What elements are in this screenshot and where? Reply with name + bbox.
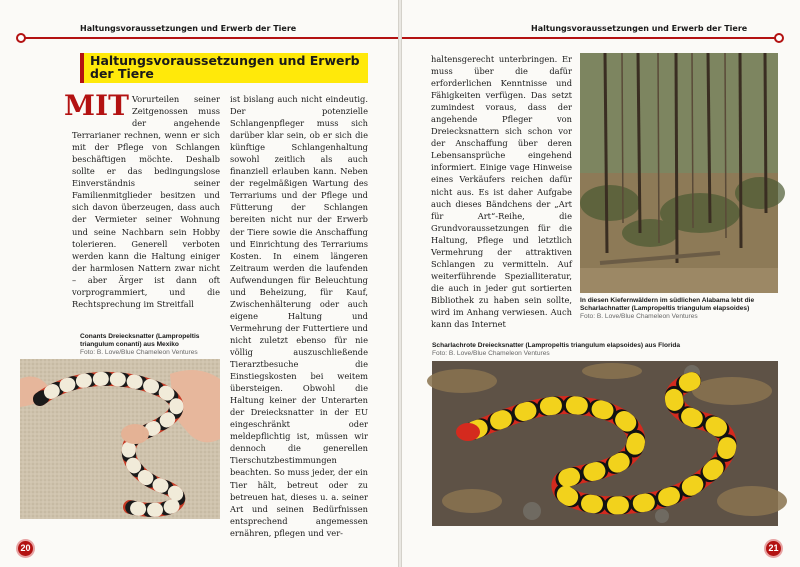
body-text-column-right: haltensgerecht unterbringen. Er muss über die dafür erforderlichen Kenntnisse und Fähigkeiten verfügen. Das setzt zumindest voraus, dass der angehende Pfleger von Dreiecksnattern sich schon vor der Anschaffung über deren Lebensansprüche eingehend informiert. Einige vage Hinweise eines Verkäufers reichen dafür nicht aus. Es ist daher Aufgabe auch dieses Bändchens der „Art für Art“-Reihe, die Grundvoraussetzungen für die Haltung, Pflege und letztlich Vermehrung der attraktiven Schlangen zu vermitteln. Auf weiterführende Spezialliteratur, die auch in jeder gut sortierten Bibliothek zu haben sein sollte, wird im Anhang verwiesen. Auch kann das Internet bbox=[431, 54, 572, 330]
section-title-line-2: der Tiere bbox=[90, 66, 154, 81]
snake-handling-photo bbox=[20, 359, 220, 519]
pine-forest-photo bbox=[580, 53, 778, 293]
forest-caption-text: In diesen Kiefernwäldern im südlichen Alabama lebt die Scharlachnatter (Lampropeltis triangulum elapsoides) bbox=[580, 297, 755, 312]
page-number-right: 21 bbox=[766, 541, 781, 556]
photo-caption-left-text: Conants Dreiecksnatter (Lampropeltis triangulum conanti) aus Mexiko bbox=[80, 333, 200, 348]
photo-credit-left: Foto: B. Love/Blue Chameleon Ventures bbox=[80, 349, 198, 356]
header-rule-left bbox=[22, 37, 398, 39]
forest-credit: Foto: B. Love/Blue Chameleon Ventures bbox=[580, 313, 698, 320]
left-page bbox=[0, 0, 398, 567]
page-number-left: 20 bbox=[18, 541, 33, 556]
snake-caption-text: Scharlachrote Dreiecksnatter (Lampropeltis triangulum elapsoides) aus Florida bbox=[432, 342, 681, 349]
header-rule-right bbox=[402, 37, 776, 39]
running-head-right: Haltungsvoraussetzungen und Erwerb der Tiere bbox=[531, 24, 748, 33]
body-text-column-1-text: Vorurteilen seiner Zeitgenossen muss der angehende Terrarianer rechnen, wenn er sich mit der Pflege von Schlangen beschäftigen möchte. Deshalb sollte er das bedingungslose Einverständnis seiner Familienmitglieder besitzen und sich davon überzeugen, dass auch der Vermieter seiner Wohnung und seine Nachbarn sein Hobby tolerieren. Generell verboten werden kann die Haltung einiger der harmlosen Nattern zwar nicht – aber Ärger ist dann oft vorprogrammiert, und die Rechtsprechung im Streitfall bbox=[72, 94, 220, 309]
forest-caption bbox=[580, 297, 778, 321]
scarlet-kingsnake-photo bbox=[432, 361, 778, 526]
section-title-line-1: Haltungsvoraussetzungen und Erwerb bbox=[90, 53, 360, 68]
snake-caption bbox=[432, 342, 778, 358]
rule-end-dot-right bbox=[774, 33, 784, 43]
drop-cap: MIT bbox=[64, 89, 129, 122]
rule-end-dot-left bbox=[16, 33, 26, 43]
body-text-column-2: ist bislang auch nicht eindeutig. Der potenzielle Schlangenpfleger muss sich darüber klar sein, ob er sich die künftige Schlangenhaltung sowohl zeitlich als auch finanziell erlauben kann. Neben der regelmäßigen Wartung des Terrariums und der Pflege und Fütterung der Schlangen bereiten nicht nur der Erwerb der Tiere sowie die Anschaffung und Einrichtung des Terrariums Kosten. In einem längeren Zeitraum werden die laufenden Aufwendungen für Beleuchtung und Beheizung, für Kauf, Zwischenhälterung oder auch eigene Haltung und Vermehrung der Futtertiere und nicht zuletzt ebenso für nie völlig auszuschließende Tierarztbesuche die Einstiegskosten bei weitem übersteigen. Obwohl die Haltung keiner der Unterarten der Dreiecksnatter in der EU eingeschränkt oder meldepflichtig ist, müssen wir dennoch die generellen Tierschutzbestimmungen beachten. So muss jeder, der ein Tier hält, betreut oder zu betreuen hat, dieses u. a. seiner Art und seinen Bedürfnissen entsprechend angemessen ernähren, pflegen und ver- bbox=[230, 94, 368, 538]
right-page bbox=[402, 0, 800, 567]
snake-credit: Foto: B. Love/Blue Chameleon Ventures bbox=[432, 350, 550, 357]
photo-caption-left bbox=[80, 333, 220, 357]
running-head-left: Haltungsvoraussetzungen und Erwerb der Tiere bbox=[80, 24, 297, 33]
body-text-column-1 bbox=[64, 89, 220, 323]
section-title-banner bbox=[80, 53, 368, 83]
